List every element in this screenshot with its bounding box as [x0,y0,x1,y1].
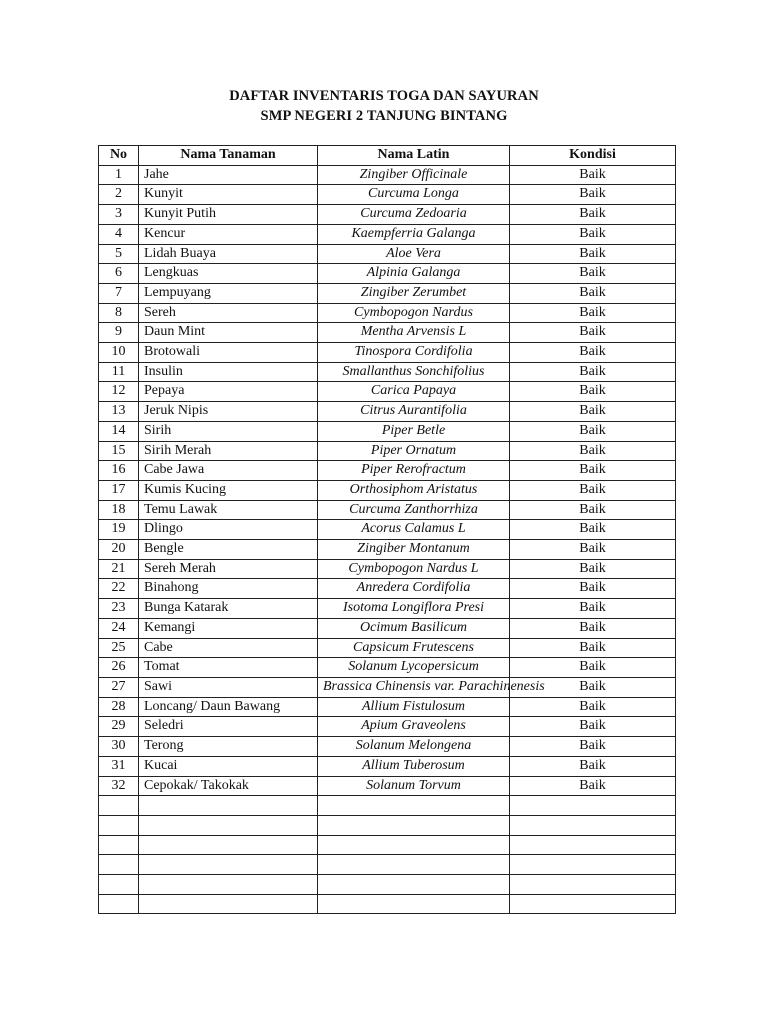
empty-cell [99,796,139,816]
row-number: 32 [99,776,139,796]
condition: Baik [510,756,676,776]
plant-name: Kunyit [139,185,318,205]
header-condition: Kondisi [510,146,676,166]
row-number: 30 [99,737,139,757]
plant-name: Sirih [139,421,318,441]
latin-name: Solanum Torvum [318,776,510,796]
condition: Baik [510,500,676,520]
latin-name: Apium Graveolens [318,717,510,737]
plant-name: Seledri [139,717,318,737]
latin-name: Cymbopogon Nardus [318,303,510,323]
table-row [99,441,676,461]
latin-name: Allium Tuberosum [318,756,510,776]
plant-name: Kucai [139,756,318,776]
row-number: 10 [99,343,139,363]
condition: Baik [510,402,676,422]
latin-name: Allium Fistulosum [318,697,510,717]
row-number: 18 [99,500,139,520]
condition: Baik [510,618,676,638]
table-row [99,500,676,520]
plant-name: Insulin [139,362,318,382]
condition: Baik [510,343,676,363]
row-number: 8 [99,303,139,323]
latin-name: Curcuma Zanthorrhiza [318,500,510,520]
empty-cell [99,815,139,835]
latin-name: Capsicum Frutescens [318,638,510,658]
table-row [99,303,676,323]
plant-name: Dlingo [139,520,318,540]
empty-cell [318,835,510,855]
row-number: 19 [99,520,139,540]
empty-cell [139,874,318,894]
plant-name: Jeruk Nipis [139,402,318,422]
plant-name: Loncang/ Daun Bawang [139,697,318,717]
condition: Baik [510,244,676,264]
school-name: SMP NEGERI 2 TANJUNG BINTANG [260,108,508,124]
row-number: 31 [99,756,139,776]
latin-name: Ocimum Basilicum [318,618,510,638]
table-row [99,658,676,678]
plant-name: Cabe Jawa [139,461,318,481]
condition: Baik [510,717,676,737]
row-number: 24 [99,618,139,638]
empty-cell [510,796,676,816]
table-row [99,756,676,776]
table-row [99,697,676,717]
table-row [99,382,676,402]
plant-name: Lidah Buaya [139,244,318,264]
plant-name: Kemangi [139,618,318,638]
row-number: 12 [99,382,139,402]
row-number: 11 [99,362,139,382]
document-title: DAFTAR INVENTARIS TOGA DAN SAYURAN [229,88,539,104]
condition: Baik [510,303,676,323]
row-number: 29 [99,717,139,737]
empty-cell [139,815,318,835]
table-body [99,165,676,914]
plant-name: Sereh [139,303,318,323]
plant-name: Tomat [139,658,318,678]
latin-name: Zingiber Montanum [318,540,510,560]
table-row [99,599,676,619]
row-number: 26 [99,658,139,678]
empty-row [99,874,676,894]
row-number: 22 [99,579,139,599]
plant-name: Daun Mint [139,323,318,343]
table-row [99,480,676,500]
condition: Baik [510,737,676,757]
table-row [99,677,676,697]
latin-name: Curcuma Zedoaria [318,205,510,225]
row-number: 5 [99,244,139,264]
condition: Baik [510,599,676,619]
table-row [99,579,676,599]
empty-row [99,796,676,816]
table-row [99,461,676,481]
row-number: 9 [99,323,139,343]
plant-name: Kunyit Putih [139,205,318,225]
header-plant-name: Nama Tanaman [139,146,318,166]
row-number: 13 [99,402,139,422]
condition: Baik [510,224,676,244]
table-row [99,776,676,796]
empty-cell [139,796,318,816]
latin-name: Mentha Arvensis L [318,323,510,343]
plant-name: Pepaya [139,382,318,402]
condition: Baik [510,638,676,658]
empty-cell [99,855,139,875]
empty-cell [318,796,510,816]
plant-name: Bengle [139,540,318,560]
row-number: 27 [99,677,139,697]
plant-name: Jahe [139,165,318,185]
condition: Baik [510,421,676,441]
header-latin-name: Nama Latin [318,146,510,166]
plant-name: Bunga Katarak [139,599,318,619]
latin-name: Brassica Chinensis var. Parachinenesis [318,677,510,697]
empty-row [99,894,676,914]
latin-name: Tinospora Cordifolia [318,343,510,363]
row-number: 15 [99,441,139,461]
table-row [99,737,676,757]
table-row [99,185,676,205]
row-number: 20 [99,540,139,560]
plant-name: Lengkuas [139,264,318,284]
table-row [99,638,676,658]
table-row [99,362,676,382]
plant-name: Temu Lawak [139,500,318,520]
table-row [99,264,676,284]
empty-cell [318,874,510,894]
plant-name: Cepokak/ Takokak [139,776,318,796]
condition: Baik [510,382,676,402]
empty-cell [318,855,510,875]
empty-row [99,835,676,855]
table-row [99,244,676,264]
condition: Baik [510,165,676,185]
plant-name: Terong [139,737,318,757]
empty-cell [99,894,139,914]
table-row [99,618,676,638]
table-row [99,343,676,363]
empty-cell [99,835,139,855]
header-no: No [99,146,139,166]
latin-name: Solanum Melongena [318,737,510,757]
table-row [99,421,676,441]
latin-name: Zingiber Zerumbet [318,283,510,303]
plant-name: Cabe [139,638,318,658]
empty-cell [99,874,139,894]
table-row [99,540,676,560]
table-row [99,323,676,343]
condition: Baik [510,461,676,481]
table-header-row [99,146,676,166]
row-number: 16 [99,461,139,481]
row-number: 1 [99,165,139,185]
empty-row [99,815,676,835]
empty-cell [318,894,510,914]
row-number: 21 [99,559,139,579]
empty-cell [510,815,676,835]
latin-name: Piper Betle [318,421,510,441]
latin-name: Piper Ornatum [318,441,510,461]
row-number: 17 [99,480,139,500]
empty-cell [139,835,318,855]
latin-name: Solanum Lycopersicum [318,658,510,678]
latin-name: Orthosiphom Aristatus [318,480,510,500]
condition: Baik [510,480,676,500]
empty-cell [139,855,318,875]
table-row [99,205,676,225]
condition: Baik [510,283,676,303]
latin-name: Piper Rerofractum [318,461,510,481]
condition: Baik [510,776,676,796]
table-row [99,559,676,579]
condition: Baik [510,658,676,678]
row-number: 28 [99,697,139,717]
condition: Baik [510,441,676,461]
row-number: 25 [99,638,139,658]
condition: Baik [510,205,676,225]
row-number: 7 [99,283,139,303]
latin-name: Smallanthus Sonchifolius [318,362,510,382]
table-row [99,165,676,185]
condition: Baik [510,697,676,717]
row-number: 14 [99,421,139,441]
table-row [99,717,676,737]
plant-name: Kencur [139,224,318,244]
latin-name: Cymbopogon Nardus L [318,559,510,579]
latin-name: Anredera Cordifolia [318,579,510,599]
plant-name: Lempuyang [139,283,318,303]
plant-name: Brotowali [139,343,318,363]
latin-name: Kaempferria Galanga [318,224,510,244]
row-number: 23 [99,599,139,619]
empty-cell [510,874,676,894]
condition: Baik [510,520,676,540]
plant-name: Sirih Merah [139,441,318,461]
condition: Baik [510,559,676,579]
plant-name: Sereh Merah [139,559,318,579]
row-number: 3 [99,205,139,225]
plant-name: Kumis Kucing [139,480,318,500]
row-number: 4 [99,224,139,244]
table-row [99,402,676,422]
latin-name: Citrus Aurantifolia [318,402,510,422]
table-row [99,224,676,244]
empty-row [99,855,676,875]
condition: Baik [510,362,676,382]
row-number: 2 [99,185,139,205]
latin-name: Aloe Vera [318,244,510,264]
condition: Baik [510,677,676,697]
condition: Baik [510,323,676,343]
latin-name: Curcuma Longa [318,185,510,205]
plant-name: Binahong [139,579,318,599]
empty-cell [510,835,676,855]
inventory-table [98,145,676,914]
latin-name: Isotoma Longiflora Presi [318,599,510,619]
condition: Baik [510,540,676,560]
empty-cell [318,815,510,835]
condition: Baik [510,264,676,284]
latin-name: Carica Papaya [318,382,510,402]
condition: Baik [510,579,676,599]
table-row [99,520,676,540]
latin-name: Acorus Calamus L [318,520,510,540]
table-row [99,283,676,303]
plant-name: Sawi [139,677,318,697]
latin-name: Zingiber Officinale [318,165,510,185]
row-number: 6 [99,264,139,284]
latin-name: Alpinia Galanga [318,264,510,284]
empty-cell [139,894,318,914]
condition: Baik [510,185,676,205]
empty-cell [510,855,676,875]
empty-cell [510,894,676,914]
